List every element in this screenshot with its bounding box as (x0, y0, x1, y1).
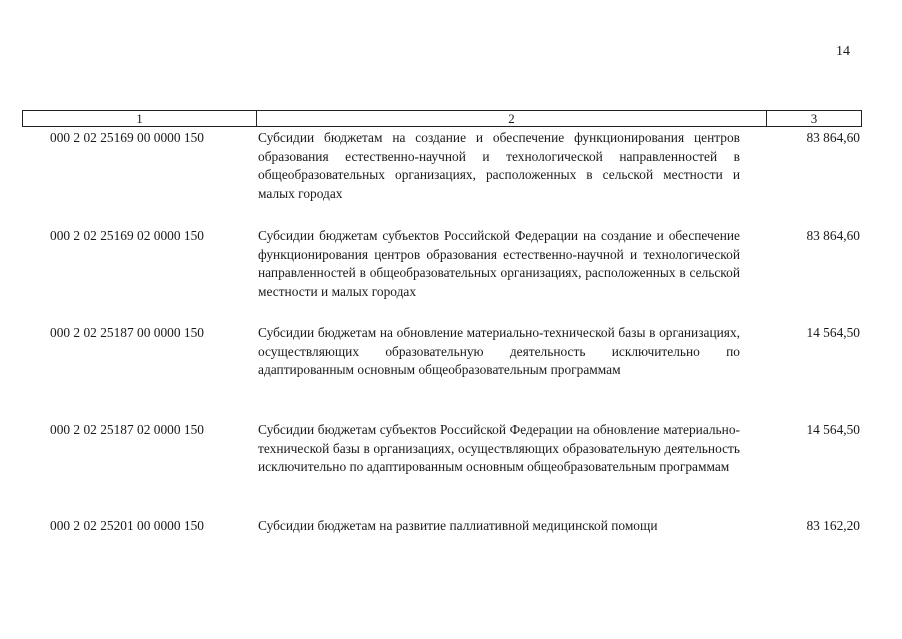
row-description: Субсидии бюджетам на развитие паллиативной медицинской помощи (258, 518, 658, 533)
budget-code: 000 2 02 25187 02 0000 150 (50, 422, 204, 437)
page-number: 14 (836, 44, 850, 59)
row-description: Субсидии бюджетам на создание и обеспечение функционирования центров образования естественно-научной и технологической направленностей в общеобразовательных организациях, расположенных в сельской местности и малых городах (258, 130, 740, 201)
budget-code: 000 2 02 25187 00 0000 150 (50, 325, 204, 340)
budget-code: 000 2 02 25169 00 0000 150 (50, 130, 204, 145)
row-description: Субсидии бюджетам субъектов Российской Федерации на обновление материально-технической базы в организациях, осуществляющих образовательную деятельность исключительно по адаптированным основным общеобразовательным программам (258, 422, 740, 474)
row-amount: 14 564,50 (806, 422, 860, 437)
row-amount: 83 864,60 (806, 228, 860, 243)
table-header (22, 110, 862, 127)
row-description: Субсидии бюджетам субъектов Российской Федерации на создание и обеспечение функционирования центров образования естественно-научной и технологической направленностей в общеобразовательных организациях, расположенных в сельской местности и малых городах (258, 228, 740, 299)
budget-code: 000 2 02 25201 00 0000 150 (50, 518, 204, 533)
budget-code: 000 2 02 25169 02 0000 150 (50, 228, 204, 243)
row-amount: 14 564,50 (806, 325, 860, 340)
column-header-1: 1 (23, 111, 257, 126)
row-description: Субсидии бюджетам на обновление материально-технической базы в организациях, осуществляющих образовательную деятельность исключительно по адаптированным основным общеобразовательным программам (258, 325, 740, 377)
column-header-2: 2 (257, 111, 767, 126)
row-amount: 83 864,60 (806, 130, 860, 145)
row-amount: 83 162,20 (806, 518, 860, 533)
column-header-3: 3 (810, 110, 818, 126)
